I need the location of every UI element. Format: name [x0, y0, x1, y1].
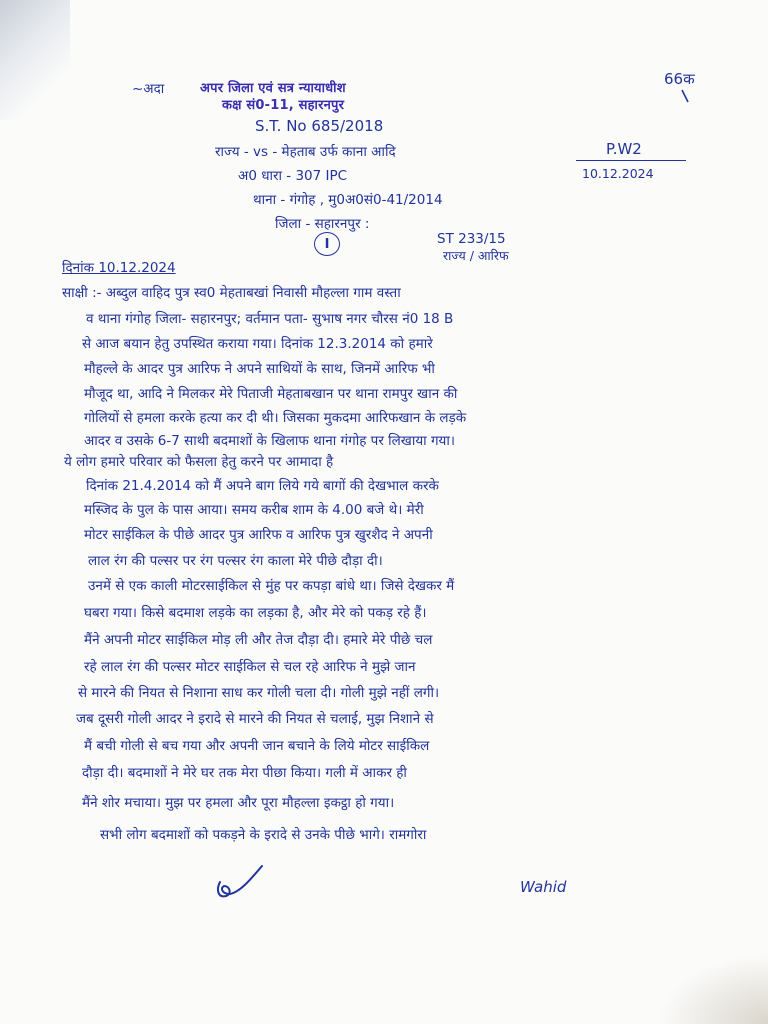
body-line: दौड़ा दी। बदमाशों ने मेरे घर तक मेरा पीछा किया। गली में आकर ही	[82, 765, 407, 781]
body-line: व थाना गंगोह जिला- सहारनपुर; वर्तमान पता- सुभाष नगर चौरस नं0 18 B	[86, 311, 454, 327]
court-stamp-line2: कक्ष सं0-11, सहारनपुर	[222, 98, 345, 113]
body-line: आदर व उसके 6-7 साथी बदमाशों के खिलाफ थाना गंगोह पर लिखाया गया।	[84, 433, 455, 449]
header-prefix: ~अदा	[132, 81, 165, 97]
body-line: रहे लाल रंग की पल्सर मोटर साईकिल से चल रहे आरिफ ने मुझे जान	[84, 659, 416, 675]
case-section: अ0 धारा - 307 IPC	[238, 168, 348, 184]
body-line: गोलियों से हमला करके हत्या कर दी थी। जिसका मुकदमा आरिफखान के लड़के	[84, 410, 467, 426]
police-station: थाना - गंगोह , मु0अ0सं0-41/2014	[253, 192, 443, 208]
case-parties: राज्य - vs - मेहताब उर्फ काना आदि	[215, 144, 396, 160]
body-line: सभी लोग बदमाशों को पकड़ने के इरादे से उनके पीछे भागे। रामगोरा	[100, 827, 427, 843]
page-number: 66क	[664, 70, 695, 88]
body-line: लाल रंग की पल्सर पर रंग पल्सर रंग काला मेरे पीछे दौड़ा दी।	[88, 553, 383, 569]
case-number: S.T. No 685/2018	[255, 117, 384, 135]
pw-date: 10.12.2024	[582, 166, 654, 181]
body-line: साक्षी :- अब्दुल वाहिद पुत्र स्व0 मेहताबखां निवासी मौहल्ला गाम वस्ता	[62, 285, 401, 301]
body-line: जब दूसरी गोली आदर ने इरादे से मारने की नियत से चलाई, मुझ निशाने से	[76, 711, 434, 727]
body-line: मौजूद था, आदि ने मिलकर मेरे पिताजी मेहताबखान पर थाना रामपुर खान की	[84, 386, 458, 402]
body-line: मस्जिद के पुल के पास आया। समय करीब शाम के 4.00 बजे थे। मेरी	[84, 502, 424, 518]
body-line: मैंने अपनी मोटर साईकिल मोड़ ली और तेज दौड़ा दी। हमारे मेरे पीछे चल	[84, 632, 433, 648]
pw-label: P.W2	[606, 140, 642, 158]
st-parties: राज्य / आरिफ	[443, 248, 509, 263]
district: जिला - सहारनपुर :	[275, 216, 370, 232]
body-line: उनमें से एक काली मोटरसाईकिल से मुंह पर कपड़ा बांधे था। जिसे देखकर मैं	[88, 578, 455, 594]
body-line: घबरा गया। किसे बदमाश लड़के का लड़का है, और मेरे को पकड़ रहे हैं।	[84, 605, 427, 621]
body-line: मौहल्ले के आदर पुत्र आरिफ ने अपने साथियों के साथ, जिनमें आरिफ भी	[84, 361, 435, 377]
witness-mark: I	[314, 232, 340, 256]
body-line: से आज बयान हेतु उपस्थित कराया गया। दिनांक 12.3.2014 को हमारे	[82, 336, 433, 352]
body-line: मैंने शोर मचाया। मुझ पर हमला और पूरा मौहल्ला इकट्ठा हो गया।	[82, 795, 395, 811]
judge-initials-signature	[210, 862, 270, 904]
body-line: दिनांक 21.4.2014 को मैं अपने बाग लिये गये बागों की देखभाल करके	[86, 478, 439, 494]
body-line: ये लोग हमारे परिवार को फैसला हेतु करने पर आमादा है	[64, 454, 334, 470]
body-line: मैं बची गोली से बच गया और अपनी जान बचाने के लिये मोटर साईकिल	[84, 738, 430, 754]
st-reference: ST 233/15	[437, 231, 506, 247]
deposition-date: दिनांक 10.12.2024	[62, 260, 176, 276]
paper-crease	[0, 0, 70, 120]
court-stamp-line1: अपर जिला एवं सत्र न्यायाधीश	[200, 81, 346, 96]
witness-signature: Wahid	[520, 878, 567, 896]
body-line: मोटर साईकिल के पीछे आदर पुत्र आरिफ व आरिफ पुत्र खुरशैद ने अपनी	[84, 527, 433, 543]
paper-crease-corner	[658, 954, 768, 1024]
page-number-tick	[676, 88, 692, 108]
pw-underline	[576, 160, 686, 161]
body-line: से मारने की नियत से निशाना साध कर गोली चला दी। गोली मुझे नहीं लगी।	[78, 685, 440, 701]
